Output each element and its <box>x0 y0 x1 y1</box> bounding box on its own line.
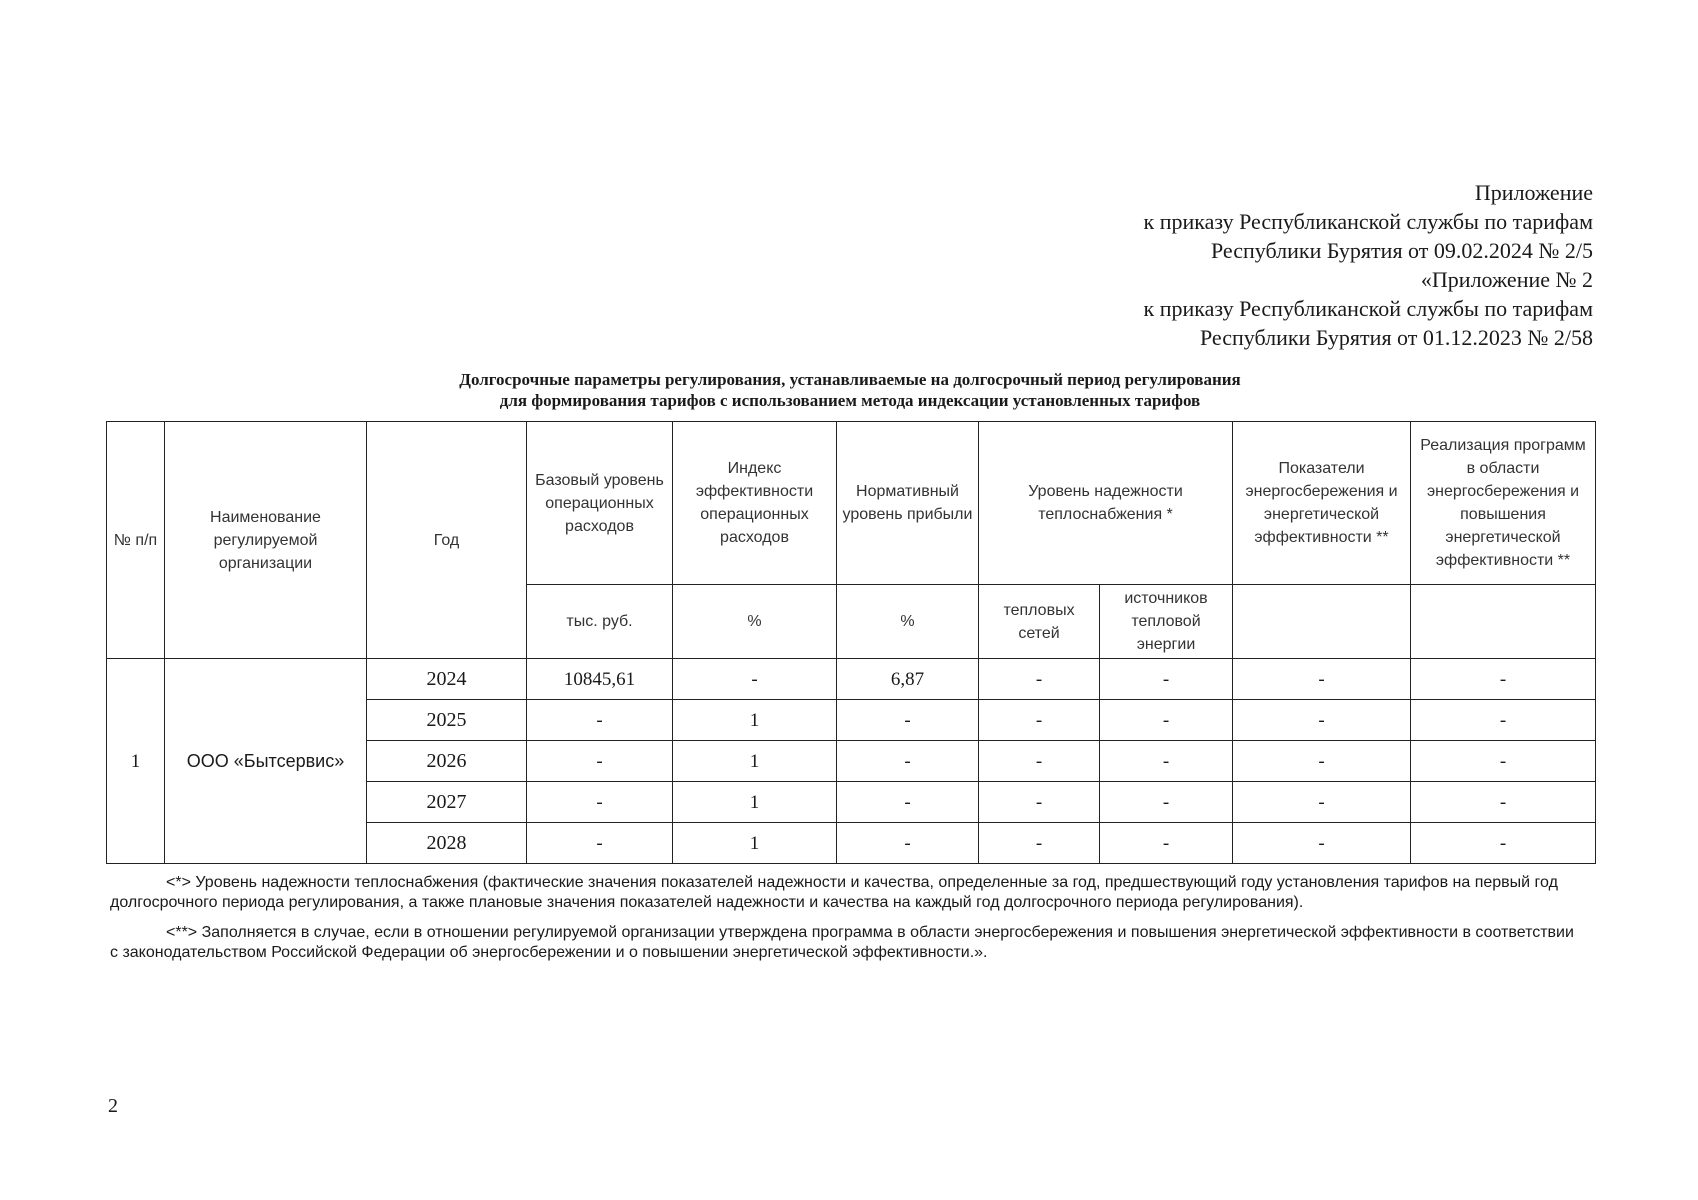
document-title <box>300 369 1400 411</box>
cell-profit: - <box>837 741 979 782</box>
cell-networks: - <box>979 700 1100 741</box>
cell-index: - <box>673 659 837 700</box>
cell-profit: - <box>837 782 979 823</box>
header-org: Наименование регулируемой организации <box>165 422 367 659</box>
title-line-1: Долгосрочные параметры регулирования, устанавливаемые на долгосрочный период регулирования <box>459 370 1241 389</box>
appendix-header <box>1144 178 1593 352</box>
cell-energy: - <box>1233 659 1411 700</box>
cell-profit: 6,87 <box>837 659 979 700</box>
cell-programs: - <box>1411 741 1596 782</box>
org-number: 1 <box>107 659 165 864</box>
cell-networks: - <box>979 741 1100 782</box>
cell-year: 2026 <box>367 741 527 782</box>
org-name: ООО «Бытсервис» <box>165 659 367 864</box>
cell-year: 2028 <box>367 823 527 864</box>
cell-programs: - <box>1411 823 1596 864</box>
cell-networks: - <box>979 782 1100 823</box>
unit-networks: тепловых сетей <box>979 585 1100 659</box>
unit-profit: % <box>837 585 979 659</box>
cell-energy: - <box>1233 823 1411 864</box>
unit-index: % <box>673 585 837 659</box>
cell-energy: - <box>1233 700 1411 741</box>
unit-base: тыс. руб. <box>527 585 673 659</box>
footnote-energy-saving: <**> Заполняется в случае, если в отношении регулируемой организации утверждена программа в области энергосбережения и повышения энергетической эффективности в соответствии с законодательством Российской Федерации об энергосбережении и о повышении энергетической эффективности.». <box>110 924 1574 961</box>
header-base: Базовый уровень операционных расходов <box>527 422 673 585</box>
cell-sources: - <box>1100 823 1233 864</box>
cell-year: 2027 <box>367 782 527 823</box>
cell-programs: - <box>1411 700 1596 741</box>
appendix-line: Республики Бурятия от 09.02.2024 № 2/5 <box>1210 238 1593 263</box>
cell-sources: - <box>1100 700 1233 741</box>
cell-base: - <box>527 823 673 864</box>
cell-index: 1 <box>673 782 837 823</box>
cell-year: 2025 <box>367 700 527 741</box>
regulation-parameters-table <box>106 421 1596 864</box>
cell-index: 1 <box>673 700 837 741</box>
appendix-line: к приказу Республиканской службы по тарифам <box>1143 209 1593 234</box>
cell-programs: - <box>1411 659 1596 700</box>
cell-base: - <box>527 700 673 741</box>
cell-networks: - <box>979 659 1100 700</box>
cell-networks: - <box>979 823 1100 864</box>
header-energy-indicators: Показатели энергосбережения и энергетической эффективности ** <box>1233 422 1411 585</box>
cell-energy: - <box>1233 782 1411 823</box>
unit-energy-indicators <box>1233 585 1411 659</box>
cell-sources: - <box>1100 782 1233 823</box>
cell-programs: - <box>1411 782 1596 823</box>
cell-profit: - <box>837 823 979 864</box>
unit-sources: источников тепловой энергии <box>1100 585 1233 659</box>
appendix-line: к приказу Республиканской службы по тарифам <box>1143 296 1593 321</box>
cell-index: 1 <box>673 741 837 782</box>
header-num: № п/п <box>107 422 165 659</box>
footnotes <box>110 873 1580 973</box>
cell-base: - <box>527 741 673 782</box>
title-line-2: для формирования тарифов с использованием метода индексации установленных тарифов <box>499 391 1201 410</box>
header-profit: Нормативный уровень прибыли <box>837 422 979 585</box>
header-year: Год <box>367 422 527 659</box>
appendix-line: «Приложение № 2 <box>1420 267 1593 292</box>
header-programs: Реализация программ в области энергосбережения и повышения энергетической эффективности ** <box>1411 422 1596 585</box>
cell-sources: - <box>1100 741 1233 782</box>
cell-sources: - <box>1100 659 1233 700</box>
header-row <box>107 422 1596 585</box>
cell-index: 1 <box>673 823 837 864</box>
header-reliability: Уровень надежности теплоснабжения * <box>979 422 1233 585</box>
unit-programs <box>1411 585 1596 659</box>
footnote-reliability: <*> Уровень надежности теплоснабжения (фактические значения показателей надежности и качества, определенные за год, предшествующий году установления тарифов на первый год долгосрочного периода регулирования, а также плановые значения показателей надежности и качества на каждый год долгосрочного периода регулирования). <box>110 874 1558 911</box>
appendix-line: Республики Бурятия от 01.12.2023 № 2/58 <box>1199 325 1593 350</box>
cell-year: 2024 <box>367 659 527 700</box>
appendix-line: Приложение <box>1474 180 1593 205</box>
cell-energy: - <box>1233 741 1411 782</box>
cell-base: 10845,61 <box>527 659 673 700</box>
cell-profit: - <box>837 700 979 741</box>
cell-base: - <box>527 782 673 823</box>
header-index: Индекс эффективности операционных расходов <box>673 422 837 585</box>
page-number: 2 <box>108 1095 118 1117</box>
table-row <box>107 659 1596 700</box>
